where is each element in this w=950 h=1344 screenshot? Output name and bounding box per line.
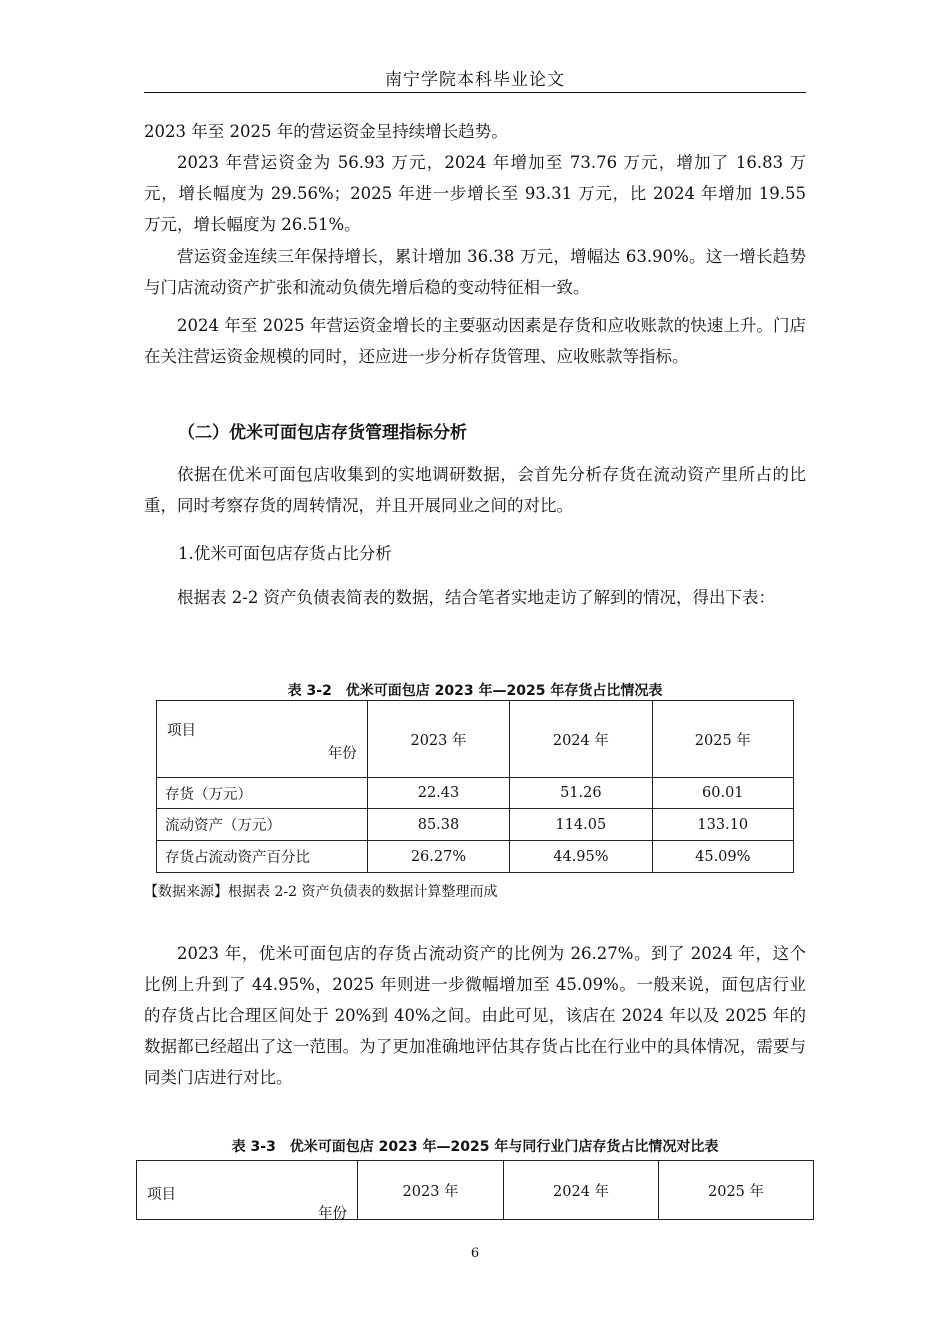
paragraph-2: 2023 年营运资金为 56.93 万元，2024 年增加至 73.76 万元，增加了 16.83 万元，增长幅度为 29.56%；2025 年进一步增长至 93.31 万元，比 2024 年增加 19.55 万元，增长幅度为 26.51%。 [144, 153, 806, 234]
table-row [157, 809, 794, 841]
table-3-3-caption: 表 3-3 优米可面包店 2023 年—2025 年与同行业门店存货占比情况对比表 [231, 1139, 719, 1155]
table-cell: 133.10 [652, 809, 793, 841]
table-corner-cell [137, 1161, 358, 1220]
table-3-3 [136, 1160, 814, 1220]
year-header: 2024 年 [504, 1161, 659, 1220]
table-row [157, 841, 794, 873]
corner-year-label: 年份 [318, 1206, 348, 1222]
table-3-2-caption: 表 3-2 优米可面包店 2023 年—2025 年存货占比情况表 [287, 683, 663, 699]
paragraph-6: 根据表 2-2 资产负债表简表的数据，结合笔者实地走访了解到的情况，得出下表： [177, 588, 776, 607]
table-header-row [157, 701, 794, 778]
corner-item-label: 项目 [147, 1187, 176, 1203]
year-header: 2025 年 [652, 701, 793, 778]
year-header: 2023 年 [358, 1161, 504, 1220]
table-cell: 22.43 [367, 778, 509, 809]
paragraph-1: 2023 年至 2025 年的营运资金呈持续增长趋势。 [144, 122, 508, 141]
table-cell: 44.95% [510, 841, 652, 873]
row-label: 流动资产（万元） [157, 809, 368, 841]
table-cell: 114.05 [510, 809, 652, 841]
table-cell: 45.09% [652, 841, 793, 873]
subsection-heading: 1.优米可面包店存货占比分析 [178, 544, 392, 563]
table-cell: 26.27% [367, 841, 509, 873]
table-cell: 51.26 [510, 778, 652, 809]
paragraph-5: 依据在优米可面包店收集到的实地调研数据，会首先分析存货在流动资产里所占的比重，同时考察存货的周转情况，并且开展同业之间的对比。 [144, 465, 806, 515]
table-cell: 60.01 [652, 778, 793, 809]
row-label: 存货占流动资产百分比 [157, 841, 368, 873]
year-header: 2025 年 [659, 1161, 814, 1220]
table-cell: 85.38 [367, 809, 509, 841]
paragraph-3: 营运资金连续三年保持增长，累计增加 36.38 万元，增幅达 63.90%。这一增长趋势与门店流动资产扩张和流动负债先增后稳的变动特征相一致。 [144, 247, 806, 297]
corner-item-label: 项目 [167, 723, 196, 739]
section-heading: （二）优米可面包店存货管理指标分析 [178, 423, 467, 443]
paragraph-4: 2024 年至 2025 年营运资金增长的主要驱动因素是存货和应收账款的快速上升。门店在关注营运资金规模的同时，还应进一步分析存货管理、应收账款等指标。 [144, 316, 806, 366]
table-row [157, 778, 794, 809]
page-number: 6 [470, 1246, 480, 1261]
year-header: 2023 年 [367, 701, 509, 778]
table-source-note: 【数据来源】根据表 2-2 资产负债表的数据计算整理而成 [144, 884, 498, 900]
paragraph-7: 2023 年，优米可面包店的存货占流动资产的比例为 26.27%。到了 2024 年，这个比例上升到了 44.95%，2025 年则进一步微幅增加至 45.09%。一般来说，面包店行业的存货占比合理区间处于 20%到 40%之间。由此可见，该店在 2024 年以及 2025 年的数据都已经超出了这一范围。为了更加准确地评估其存货占比在行业中的具体情况，需要与同类门店进行对比。 [144, 944, 806, 1087]
table-3-2 [156, 700, 794, 873]
table-corner-cell [157, 701, 368, 778]
header-rule [144, 92, 806, 93]
year-header: 2024 年 [510, 701, 652, 778]
row-label: 存货（万元） [157, 778, 368, 809]
running-header: 南宁学院本科毕业论文 [385, 70, 565, 90]
corner-year-label: 年份 [327, 746, 357, 762]
table-header-row [137, 1161, 814, 1220]
